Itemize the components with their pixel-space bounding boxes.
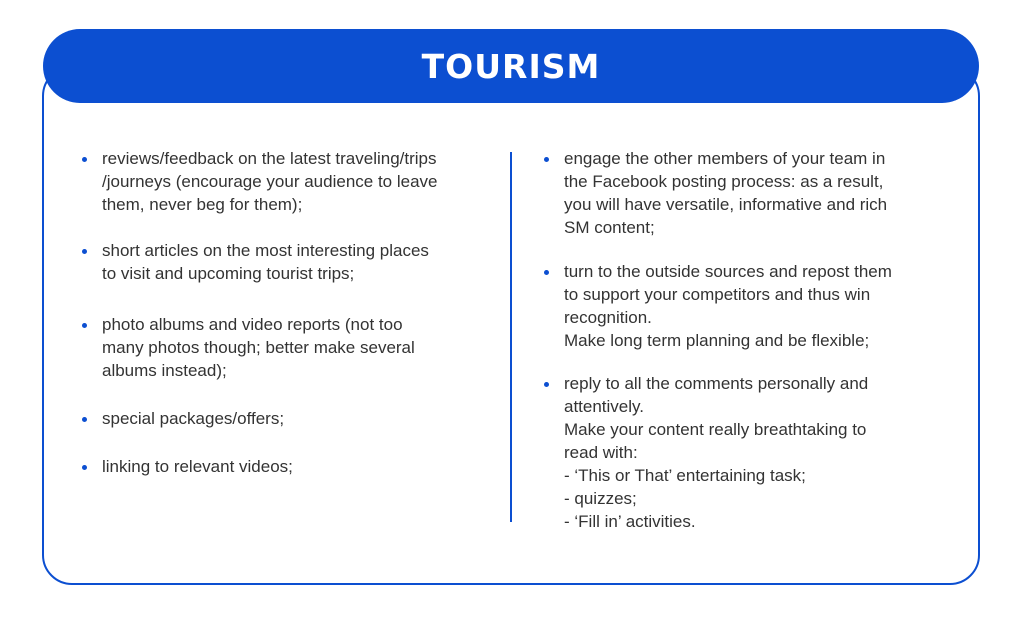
- item-text-line: photo albums and video reports (not too: [102, 315, 403, 334]
- item-text-line: - ‘Fill in’ activities.: [564, 512, 696, 531]
- left-bullet-list: [102, 147, 497, 478]
- bullet-icon: [82, 323, 87, 328]
- item-text-line: short articles on the most interesting places: [102, 241, 429, 260]
- list-item: [564, 260, 959, 352]
- item-text-line: recognition.: [564, 308, 652, 327]
- list-item: [564, 147, 959, 239]
- item-text-line: special packages/offers;: [102, 409, 285, 428]
- item-text-line: many photos though; better make several: [102, 338, 415, 357]
- bullet-icon: [82, 465, 87, 470]
- item-text-line: the Facebook posting process: as a result,: [564, 172, 884, 191]
- bullet-icon: [544, 270, 549, 275]
- list-item: [564, 372, 959, 533]
- item-text-line: reply to all the comments personally and: [564, 374, 869, 393]
- item-text-line: - quizzes;: [564, 489, 637, 508]
- column-divider: [510, 152, 512, 522]
- item-text-line: to support your competitors and thus win: [564, 285, 871, 304]
- item-text-line: /journeys (encourage your audience to leave: [102, 172, 438, 191]
- item-text-line: you will have versatile, informative and rich: [564, 195, 888, 214]
- bullet-icon: [82, 157, 87, 162]
- bullet-icon: [82, 249, 87, 254]
- item-text-line: reviews/feedback on the latest traveling/trips: [102, 149, 437, 168]
- item-text-line: linking to relevant videos;: [102, 457, 293, 476]
- item-text-line: Make long term planning and be flexible;: [564, 331, 870, 350]
- page-title: TOURISM: [421, 46, 601, 86]
- item-text-line: read with:: [564, 443, 638, 462]
- item-text-line: engage the other members of your team in: [564, 149, 886, 168]
- list-item: [102, 147, 497, 216]
- bullet-icon: [544, 382, 549, 387]
- list-item: [102, 239, 497, 285]
- bullet-icon: [82, 417, 87, 422]
- title-banner: [43, 29, 979, 103]
- list-item: [102, 455, 497, 478]
- item-text-line: attentively.: [564, 397, 645, 416]
- item-text-line: Make your content really breathtaking to: [564, 420, 867, 439]
- item-text-line: to visit and upcoming tourist trips;: [102, 264, 355, 283]
- item-text-line: SM content;: [564, 218, 655, 237]
- item-text-line: - ‘This or That’ entertaining task;: [564, 466, 806, 485]
- bullet-icon: [544, 157, 549, 162]
- item-text-line: them, never beg for them);: [102, 195, 303, 214]
- item-text-line: albums instead);: [102, 361, 227, 380]
- list-item: [102, 313, 497, 382]
- item-text-line: turn to the outside sources and repost them: [564, 262, 892, 281]
- right-bullet-list: [564, 147, 959, 533]
- list-item: [102, 407, 497, 430]
